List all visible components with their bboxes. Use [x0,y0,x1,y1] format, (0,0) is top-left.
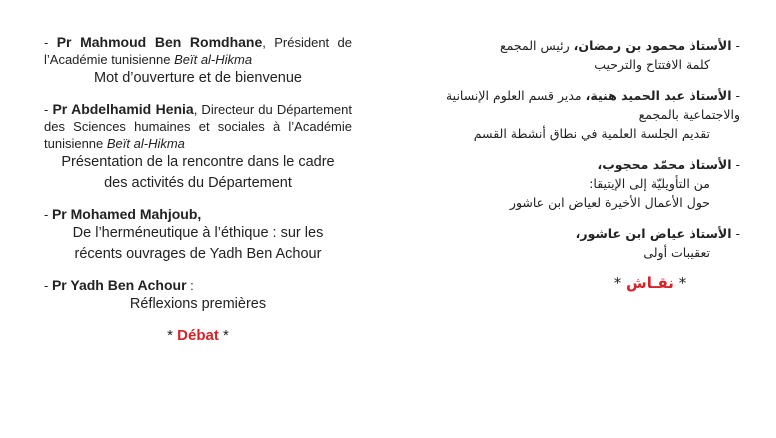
speaker-name: الأستاذ عبد الحميد هنية، [585,88,732,103]
speaker-item [44,206,352,265]
talk-title: كلمة الافتتاح والترحيب [594,57,710,72]
talk-title: تقديم الجلسة العلمية في نطاق أنشطة القسم [473,126,710,141]
talk-title: تعقيبات أولى [643,245,710,260]
speaker-item [44,101,352,194]
speaker-item [44,277,352,315]
star: * [673,274,687,292]
speaker-item [44,34,352,89]
dash: - [44,35,57,50]
dash: - [44,278,52,293]
speaker-name: Pr Abdelhamid Henia [52,101,194,117]
talk-title-line: De l’herméneutique à l’éthique : sur les [72,225,324,241]
talk-title-line: des activités du Département [104,175,292,191]
speaker-name: الأستاذ عياض ابن عاشور، [575,226,732,241]
talk-title-line: Présentation de la rencontre dans le cadre [61,154,335,170]
speaker-name: الأستاذ محمّد محجوب، [597,157,732,172]
talk-title: Mot d’ouverture et de bienvenue [94,70,302,86]
debate-label: نقـاش [626,274,674,292]
dash: - [731,226,740,241]
speaker-role: رئيس المجمع [500,38,574,53]
talk-title: Réflexions premières [129,296,267,312]
speaker-name: Pr Mahmoud Ben Romdhane [56,34,263,50]
speaker-role: , Directeur du Département des Sciences humaines et sociales à l’Académie tunisienne [44,102,352,151]
speaker-role: : [186,278,194,293]
star: * [218,327,229,344]
debate-heading [440,274,740,293]
speaker-item [440,224,740,262]
speaker-item [440,155,740,212]
institution-name: Beït al-Hikma [174,52,253,67]
speaker-item [440,86,740,143]
talk-title-line: حول الأعمال الأخيرة لعياض ابن عاشور [509,195,710,210]
talk-title-line: من التأويليّة إلى الإيتيقا: [589,176,710,191]
star: * [613,274,627,292]
debate-heading [44,327,352,344]
speaker-role: مدير قسم العلوم الإنسانية والاجتماعية بالمجمع [445,88,740,122]
speaker-name: الأستاذ محمود بن رمضان، [573,38,732,53]
speaker-role: , Président de l’Académie tunisienne [44,35,352,67]
dash: - [44,102,53,117]
dash: - [44,207,52,222]
french-program [44,34,352,344]
arabic-program [440,36,740,293]
star: * [167,327,178,344]
dash: - [731,88,740,103]
talk-title-line: récents ouvrages de Yadh Ben Achour [74,246,322,262]
speaker-name: Pr Mohamed Mahjoub, [51,206,202,222]
institution-name: Beït al-Hikma [106,136,185,151]
speaker-item [440,36,740,74]
dash: - [731,157,740,172]
speaker-name: Pr Yadh Ben Achour [51,277,187,293]
debate-label: Débat [177,327,219,344]
dash: - [731,38,740,53]
